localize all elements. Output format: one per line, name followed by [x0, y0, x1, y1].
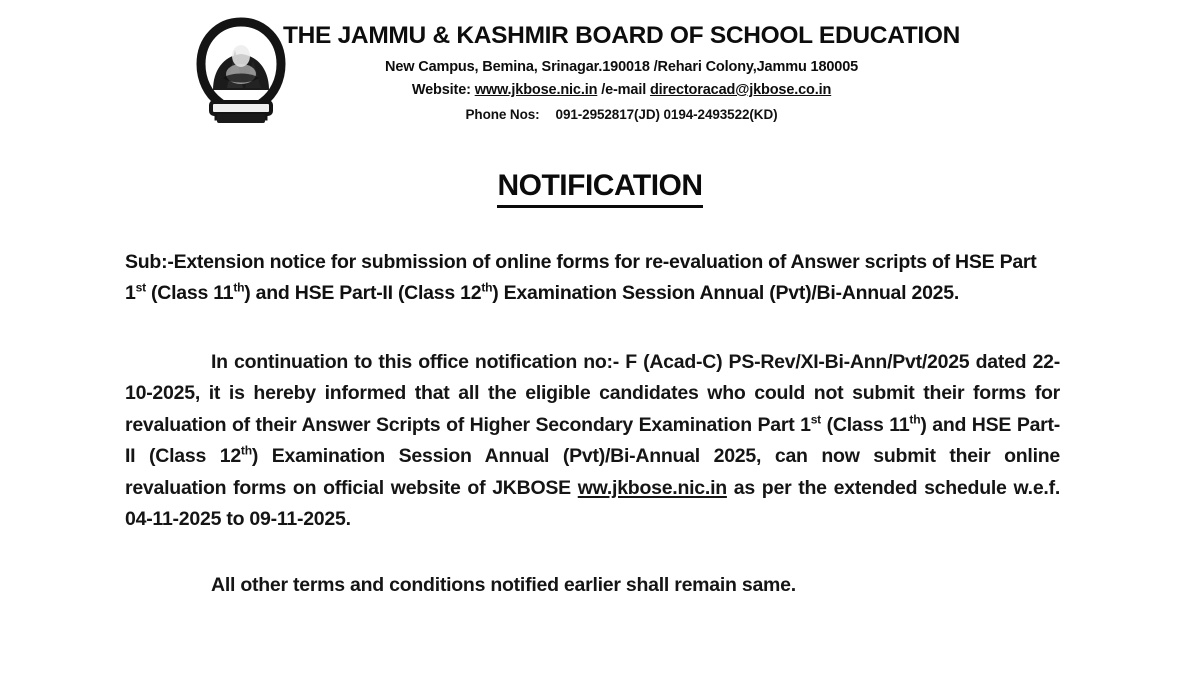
body-text-d: ) and HSE Part-II (Class 12	[125, 413, 1060, 468]
subject-line-1: Extension notice for submission of online forms for re-evaluation of Answer	[173, 251, 860, 273]
subject-line-2d: ) Examination Session	[492, 281, 696, 304]
email-label: /e-mail	[601, 81, 647, 98]
letterhead	[0, 14, 1200, 134]
organization-phone-line	[283, 107, 960, 122]
letterhead-text	[283, 14, 960, 122]
subject-line-2c: ) and HSE Part-II (Class 12	[244, 281, 482, 304]
body-text-b: , it is hereby informed that all the eligible candidates who could not submit their forms for revaluation of their Answer Scripts of Higher Secondary Examination Part 1	[125, 382, 1060, 436]
subject-line-2a: scripts of HSE Part 1	[125, 251, 1037, 304]
body-sup-12th: th	[240, 443, 252, 458]
document-body	[125, 247, 1060, 602]
body-text-f: as per the extended schedule w.e.f.	[726, 476, 1061, 499]
website-url[interactable]: www.jkbose.nic.in	[474, 81, 598, 98]
subject-sup-11th: th	[233, 280, 245, 295]
body-text-to: to	[221, 508, 250, 531]
subject-block	[125, 247, 1060, 309]
organization-address: New Campus, Bemina, Srinagar.190018 /Rehari Colony,Jammu 180005	[385, 58, 859, 75]
subject-sup-1st: st	[135, 280, 146, 295]
phone-numbers: 091-2952817(JD) 0194-2493522(KD)	[555, 107, 778, 123]
organization-contact-block	[283, 56, 960, 103]
website-label: Website:	[411, 81, 471, 98]
subject-line-3: Annual (Pvt)/Bi-Annual 2025.	[699, 281, 960, 304]
organization-name: THE JAMMU & KASHMIR BOARD OF SCHOOL EDUCATION	[283, 22, 961, 49]
email-address[interactable]: directoracad@jkbose.co.in	[649, 81, 832, 98]
jkbose-website-link[interactable]: ww.jkbose.nic.in	[577, 476, 727, 499]
body-paragraph-main	[125, 347, 1060, 536]
body-text-a: In continuation to this office notification no:- F (Acad-C) PS-Rev/XI-Bi-Ann/Pvt/2025 dated	[211, 350, 1033, 373]
body-text-c: (Class 11	[820, 413, 910, 436]
subject-line-2b: (Class 11	[145, 281, 234, 304]
subject-sup-12th: th	[481, 280, 493, 295]
reference-notification-date: 22-10-2025	[125, 350, 1060, 405]
body-sup-11th: th	[909, 412, 921, 427]
letterhead-row	[0, 14, 1200, 134]
body-sup-1st: st	[810, 412, 821, 427]
page-title: NOTIFICATION	[497, 170, 702, 208]
notification-heading-wrapper	[0, 170, 1200, 208]
schedule-start-date: 04-11-2025	[125, 508, 222, 531]
body-text-e: ) Examination Session Annual (Pvt)/Bi-Annual 2025, can now submit their online revaluation forms on official website of JKBOSE	[125, 445, 1060, 499]
phone-label: Phone Nos:	[465, 107, 540, 123]
body-text-end: .	[345, 508, 351, 531]
jkbose-seal-emblem-icon	[193, 16, 289, 134]
subject-prefix: Sub:-	[125, 251, 174, 273]
body-paragraph-closing: All other terms and conditions notified earlier shall remain same.	[211, 574, 796, 597]
organization-web-email-line	[283, 79, 960, 102]
schedule-end-date: 09-11-2025	[249, 508, 346, 531]
